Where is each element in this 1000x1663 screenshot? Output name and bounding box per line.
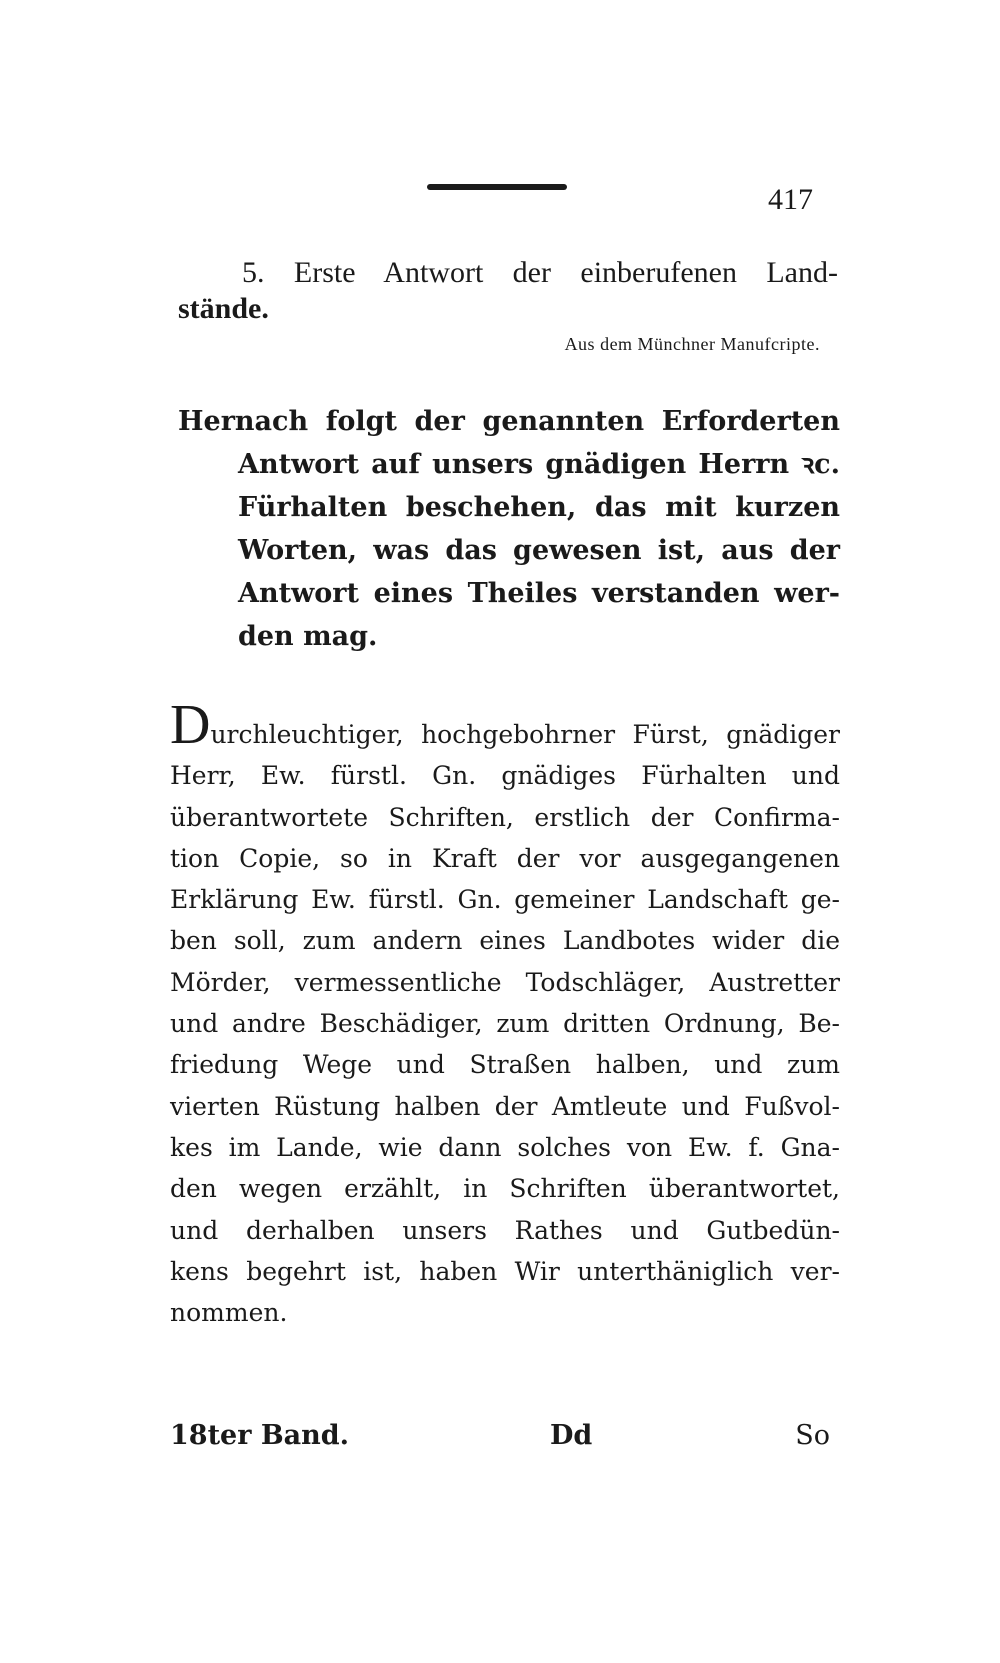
body-line: kens begehrt ist, haben Wir unterthäniglich ver- bbox=[170, 1256, 840, 1286]
body-line: und andre Beschädiger, zum dritten Ordnung, Be- bbox=[170, 1009, 840, 1039]
body-line: Mörder, vermessentliche Todschläger, Austretter bbox=[170, 967, 840, 997]
intro-line: Antwort eines Theiles verstanden wer- bbox=[238, 578, 840, 609]
body-line: friedung Wege und Straßen halben, und zum bbox=[170, 1050, 840, 1080]
page-footer bbox=[170, 1420, 830, 1460]
header-rule bbox=[427, 184, 567, 190]
body-line bbox=[170, 694, 840, 756]
heading-line-1: 5. Erste Antwort der einberufenen Land- bbox=[242, 256, 838, 289]
catchword: So bbox=[795, 1420, 830, 1451]
intro-line: Worten, was das gewesen ist, aus der bbox=[238, 535, 840, 566]
body-paragraph bbox=[170, 694, 840, 1333]
intro-paragraph bbox=[178, 400, 840, 658]
page-number: 417 bbox=[768, 183, 813, 216]
body-line: kes im Lande, wie dann solches von Ew. f. Gna- bbox=[170, 1132, 840, 1162]
body-line: Herr, Ew. fürstl. Gn. gnädiges Fürhalten und bbox=[170, 761, 840, 791]
body-line: den wegen erzählt, in Schriften überantwortet, bbox=[170, 1174, 840, 1204]
body-line: und derhalben unsers Rathes und Gutbedün- bbox=[170, 1215, 840, 1245]
body-first-text: urchleuchtiger, hochgebohrner Fürst, gnädiger bbox=[210, 720, 840, 749]
intro-line: den mag. bbox=[238, 621, 378, 652]
body-line: tion Copie, so in Kraft der vor ausgegangenen bbox=[170, 843, 840, 873]
signature-mark: Dd bbox=[550, 1420, 593, 1451]
section-heading bbox=[178, 255, 838, 327]
body-line: Erklärung Ew. fürstl. Gn. gemeiner Landschaft ge- bbox=[170, 885, 840, 915]
intro-line: Fürhalten beschehen, das mit kurzen bbox=[238, 492, 840, 523]
drop-capital: D bbox=[170, 694, 211, 756]
body-line: nommen. bbox=[170, 1298, 288, 1328]
body-line: überantwortete Schriften, erstlich der Confirma- bbox=[170, 802, 840, 832]
intro-line: Hernach folgt der genannten Erforderten bbox=[178, 406, 840, 437]
heading-line-2: stände. bbox=[178, 292, 269, 325]
volume-signature: 18ter Band. bbox=[170, 1420, 350, 1451]
source-note: Aus dem Münchner Manufcripte. bbox=[564, 334, 820, 354]
intro-line: Antwort auf unsers gnädigen Herrn ꝛc. bbox=[238, 449, 840, 480]
body-line: vierten Rüstung halben der Amtleute und Fußvol- bbox=[170, 1091, 840, 1121]
body-line: ben soll, zum andern eines Landbotes wider die bbox=[170, 926, 840, 956]
